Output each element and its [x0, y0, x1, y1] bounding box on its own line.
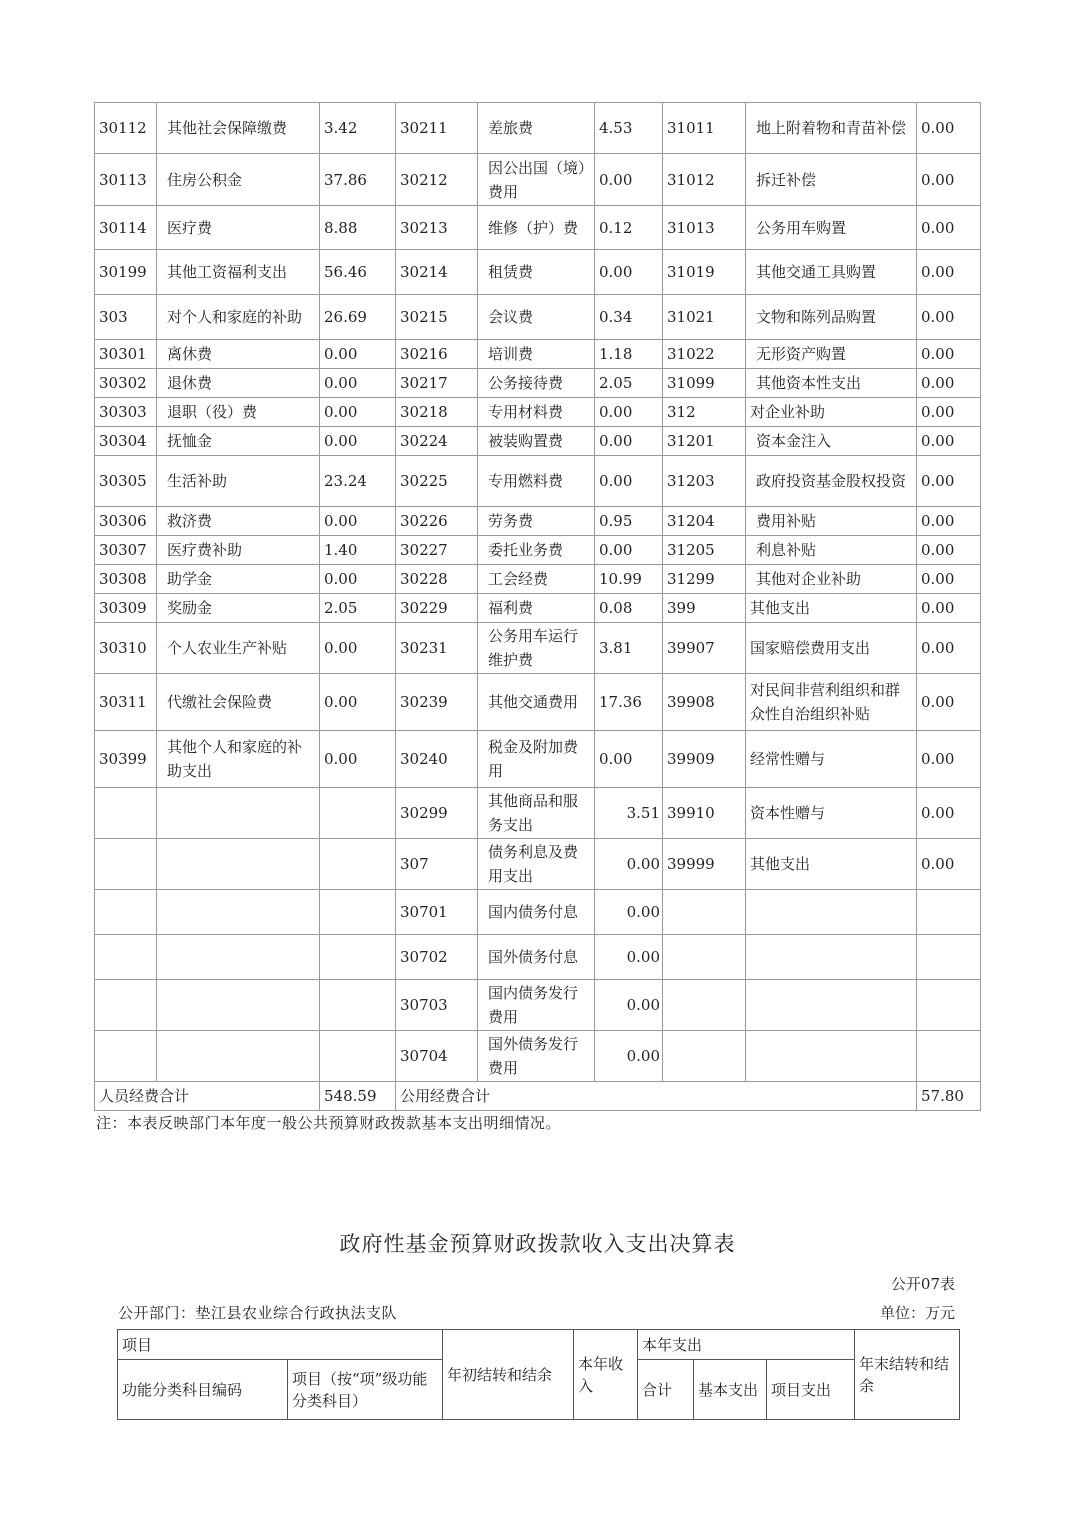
code-cell	[663, 980, 746, 1031]
value-cell: 0.00	[595, 398, 663, 427]
name-cell: 奖励金	[157, 594, 320, 623]
name-cell: 委托业务费	[478, 536, 595, 565]
code-cell: 30301	[95, 340, 157, 369]
value-cell: 23.24	[320, 456, 396, 507]
table-row	[95, 731, 981, 788]
code-cell: 307	[396, 839, 478, 890]
value-cell	[320, 890, 396, 935]
name-cell	[157, 1031, 320, 1082]
name-cell	[157, 980, 320, 1031]
code-cell: 39908	[663, 674, 746, 731]
code-cell: 30217	[396, 369, 478, 398]
table-row	[95, 980, 981, 1031]
code-cell: 30225	[396, 456, 478, 507]
name-cell: 公务用车运行维护费	[478, 623, 595, 674]
value-cell	[320, 935, 396, 980]
name-cell: 税金及附加费用	[478, 731, 595, 788]
name-cell: 助学金	[157, 565, 320, 594]
table-row	[95, 788, 981, 839]
table-number: 公开07表	[890, 1275, 955, 1293]
table-row	[95, 935, 981, 980]
value-cell: 1.18	[595, 340, 663, 369]
value-cell	[320, 980, 396, 1031]
code-cell: 30226	[396, 507, 478, 536]
section-title: 政府性基金预算财政拨款收入支出决算表	[339, 1232, 736, 1256]
header-name: 项目（按“项”级功能分类科目）	[288, 1360, 443, 1420]
value-cell: 0.12	[595, 206, 663, 250]
value-cell: 0.00	[595, 250, 663, 295]
value-cell: 0.00	[917, 623, 981, 674]
code-cell: 31011	[663, 103, 746, 154]
code-cell: 31204	[663, 507, 746, 536]
total-personnel-label: 人员经费合计	[95, 1082, 320, 1111]
value-cell: 0.00	[917, 594, 981, 623]
name-cell: 其他个人和家庭的补助支出	[157, 731, 320, 788]
value-cell: 2.05	[595, 369, 663, 398]
name-cell: 公务用车购置	[746, 206, 917, 250]
code-cell	[663, 1031, 746, 1082]
value-cell: 0.00	[917, 536, 981, 565]
code-cell	[95, 980, 157, 1031]
name-cell: 利息补贴	[746, 536, 917, 565]
value-cell: 8.88	[320, 206, 396, 250]
code-cell: 31022	[663, 340, 746, 369]
header-begin-balance: 年初结转和结余	[443, 1330, 574, 1420]
name-cell: 文物和陈列品购置	[746, 295, 917, 340]
code-cell	[95, 839, 157, 890]
value-cell: 0.00	[917, 456, 981, 507]
code-cell: 30228	[396, 565, 478, 594]
code-cell: 31203	[663, 456, 746, 507]
code-cell: 30306	[95, 507, 157, 536]
value-cell	[320, 1031, 396, 1082]
table-row	[95, 536, 981, 565]
value-cell	[320, 839, 396, 890]
code-cell: 30303	[95, 398, 157, 427]
value-cell: 0.00	[320, 623, 396, 674]
header-code: 功能分类科目编码	[118, 1360, 288, 1420]
table-row	[95, 154, 981, 206]
value-cell	[917, 1031, 981, 1082]
value-cell: 0.00	[917, 103, 981, 154]
table-row	[95, 565, 981, 594]
name-cell: 福利费	[478, 594, 595, 623]
code-cell: 30311	[95, 674, 157, 731]
name-cell: 其他交通工具购置	[746, 250, 917, 295]
total-public-label: 公用经费合计	[396, 1082, 917, 1111]
unit-label: 单位：万元	[879, 1304, 955, 1322]
code-cell: 30114	[95, 206, 157, 250]
name-cell: 拆迁补偿	[746, 154, 917, 206]
code-cell: 39907	[663, 623, 746, 674]
name-cell: 生活补助	[157, 456, 320, 507]
value-cell: 0.00	[917, 731, 981, 788]
name-cell	[157, 839, 320, 890]
value-cell: 17.36	[595, 674, 663, 731]
name-cell	[157, 935, 320, 980]
name-cell: 费用补贴	[746, 507, 917, 536]
table-row	[95, 456, 981, 507]
code-cell: 30305	[95, 456, 157, 507]
name-cell: 对民间非营利组织和群众性自治组织补贴	[746, 674, 917, 731]
header-expense: 本年支出	[638, 1330, 855, 1360]
name-cell: 经常性赠与	[746, 731, 917, 788]
code-cell: 312	[663, 398, 746, 427]
code-cell: 30229	[396, 594, 478, 623]
name-cell: 因公出国（境）费用	[478, 154, 595, 206]
value-cell: 2.05	[320, 594, 396, 623]
name-cell: 其他支出	[746, 839, 917, 890]
value-cell: 0.00	[917, 674, 981, 731]
value-cell: 0.00	[320, 398, 396, 427]
table-row	[95, 369, 981, 398]
code-cell: 31019	[663, 250, 746, 295]
value-cell: 3.81	[595, 623, 663, 674]
value-cell: 0.00	[917, 369, 981, 398]
name-cell	[157, 788, 320, 839]
code-cell: 30227	[396, 536, 478, 565]
code-cell: 30304	[95, 427, 157, 456]
value-cell: 0.00	[320, 565, 396, 594]
header-item: 项目	[118, 1330, 443, 1360]
table-note: 注：本表反映部门本年度一般公共预算财政拨款基本支出明细情况。	[96, 1114, 562, 1132]
name-cell: 对企业补助	[746, 398, 917, 427]
value-cell: 0.00	[595, 1031, 663, 1082]
name-cell: 救济费	[157, 507, 320, 536]
name-cell: 其他社会保障缴费	[157, 103, 320, 154]
code-cell	[95, 1031, 157, 1082]
value-cell: 0.00	[595, 839, 663, 890]
value-cell: 4.53	[595, 103, 663, 154]
value-cell: 0.00	[917, 507, 981, 536]
value-cell: 1.40	[320, 536, 396, 565]
code-cell	[95, 788, 157, 839]
table-row	[95, 103, 981, 154]
name-cell	[746, 890, 917, 935]
totals-row	[95, 1082, 981, 1111]
code-cell: 30299	[396, 788, 478, 839]
code-cell: 30702	[396, 935, 478, 980]
name-cell: 其他交通费用	[478, 674, 595, 731]
code-cell: 30224	[396, 427, 478, 456]
name-cell: 其他支出	[746, 594, 917, 623]
value-cell: 0.08	[595, 594, 663, 623]
code-cell: 303	[95, 295, 157, 340]
code-cell: 30112	[95, 103, 157, 154]
code-cell	[95, 935, 157, 980]
code-cell: 30113	[95, 154, 157, 206]
code-cell: 30307	[95, 536, 157, 565]
name-cell: 政府投资基金股权投资	[746, 456, 917, 507]
value-cell: 10.99	[595, 565, 663, 594]
value-cell: 0.00	[595, 536, 663, 565]
code-cell: 30302	[95, 369, 157, 398]
basic-expenditure-detail-table	[94, 102, 981, 1111]
table-row	[95, 623, 981, 674]
value-cell: 0.00	[595, 980, 663, 1031]
name-cell	[746, 1031, 917, 1082]
name-cell: 其他商品和服务支出	[478, 788, 595, 839]
value-cell: 0.00	[917, 427, 981, 456]
value-cell: 3.51	[595, 788, 663, 839]
value-cell: 0.00	[595, 890, 663, 935]
value-cell: 26.69	[320, 295, 396, 340]
code-cell: 30215	[396, 295, 478, 340]
header-income: 本年收入	[574, 1330, 638, 1420]
table-row	[95, 250, 981, 295]
code-cell: 30231	[396, 623, 478, 674]
code-cell: 31012	[663, 154, 746, 206]
name-cell: 工会经费	[478, 565, 595, 594]
code-cell: 31021	[663, 295, 746, 340]
value-cell: 0.00	[917, 788, 981, 839]
code-cell: 30310	[95, 623, 157, 674]
code-cell: 31299	[663, 565, 746, 594]
name-cell: 国内债务付息	[478, 890, 595, 935]
value-cell	[917, 980, 981, 1031]
code-cell: 39999	[663, 839, 746, 890]
value-cell: 3.42	[320, 103, 396, 154]
value-cell: 56.46	[320, 250, 396, 295]
value-cell: 0.00	[917, 154, 981, 206]
table-row	[95, 295, 981, 340]
code-cell: 39909	[663, 731, 746, 788]
name-cell: 差旅费	[478, 103, 595, 154]
code-cell: 399	[663, 594, 746, 623]
name-cell: 国家赔偿费用支出	[746, 623, 917, 674]
table-row	[95, 398, 981, 427]
name-cell: 其他资本性支出	[746, 369, 917, 398]
value-cell: 0.00	[320, 340, 396, 369]
name-cell: 劳务费	[478, 507, 595, 536]
name-cell: 专用燃料费	[478, 456, 595, 507]
table-row	[95, 674, 981, 731]
code-cell: 30214	[396, 250, 478, 295]
value-cell	[917, 890, 981, 935]
name-cell: 资本性赠与	[746, 788, 917, 839]
name-cell: 其他工资福利支出	[157, 250, 320, 295]
code-cell: 30399	[95, 731, 157, 788]
code-cell	[663, 890, 746, 935]
name-cell: 对个人和家庭的补助	[157, 295, 320, 340]
value-cell: 0.34	[595, 295, 663, 340]
total-public-value: 57.80	[917, 1082, 981, 1111]
value-cell: 0.00	[917, 206, 981, 250]
table-row	[95, 427, 981, 456]
name-cell: 退休费	[157, 369, 320, 398]
name-cell: 国内债务发行费用	[478, 980, 595, 1031]
table-row	[95, 340, 981, 369]
value-cell: 0.00	[917, 250, 981, 295]
header-project: 项目支出	[767, 1360, 855, 1420]
value-cell: 37.86	[320, 154, 396, 206]
department-label: 公开部门：垫江县农业综合行政执法支队	[118, 1304, 398, 1322]
table-row	[95, 206, 981, 250]
code-cell: 31201	[663, 427, 746, 456]
table-row	[95, 1031, 981, 1082]
value-cell: 0.00	[917, 398, 981, 427]
name-cell: 个人农业生产补贴	[157, 623, 320, 674]
name-cell: 国外债务付息	[478, 935, 595, 980]
name-cell: 被装购置费	[478, 427, 595, 456]
value-cell: 0.00	[917, 839, 981, 890]
name-cell: 代缴社会保险费	[157, 674, 320, 731]
name-cell: 其他对企业补助	[746, 565, 917, 594]
name-cell: 医疗费	[157, 206, 320, 250]
code-cell: 30211	[396, 103, 478, 154]
name-cell: 债务利息及费用支出	[478, 839, 595, 890]
header-total: 合计	[638, 1360, 694, 1420]
value-cell: 0.95	[595, 507, 663, 536]
value-cell: 0.00	[595, 456, 663, 507]
value-cell: 0.00	[595, 154, 663, 206]
code-cell: 30239	[396, 674, 478, 731]
code-cell: 39910	[663, 788, 746, 839]
name-cell: 无形资产购置	[746, 340, 917, 369]
value-cell: 0.00	[595, 427, 663, 456]
value-cell	[917, 935, 981, 980]
value-cell: 0.00	[595, 935, 663, 980]
code-cell: 31099	[663, 369, 746, 398]
code-cell	[663, 935, 746, 980]
code-cell: 30308	[95, 565, 157, 594]
code-cell: 30199	[95, 250, 157, 295]
code-cell: 30701	[396, 890, 478, 935]
value-cell: 0.00	[320, 674, 396, 731]
value-cell: 0.00	[917, 340, 981, 369]
code-cell: 30216	[396, 340, 478, 369]
value-cell: 0.00	[320, 507, 396, 536]
code-cell: 30240	[396, 731, 478, 788]
code-cell	[95, 890, 157, 935]
name-cell: 离休费	[157, 340, 320, 369]
code-cell: 30213	[396, 206, 478, 250]
table-row	[95, 507, 981, 536]
name-cell: 维修（护）费	[478, 206, 595, 250]
code-cell: 31013	[663, 206, 746, 250]
code-cell: 30703	[396, 980, 478, 1031]
total-personnel-value: 548.59	[320, 1082, 396, 1111]
header-basic: 基本支出	[694, 1360, 767, 1420]
code-cell: 30218	[396, 398, 478, 427]
name-cell: 退职（役）费	[157, 398, 320, 427]
code-cell: 30212	[396, 154, 478, 206]
fund-budget-table	[117, 1329, 960, 1420]
name-cell: 资本金注入	[746, 427, 917, 456]
value-cell: 0.00	[595, 731, 663, 788]
header-end-balance: 年末结转和结余	[855, 1330, 960, 1420]
value-cell: 0.00	[320, 369, 396, 398]
name-cell: 住房公积金	[157, 154, 320, 206]
name-cell	[157, 890, 320, 935]
name-cell: 公务接待费	[478, 369, 595, 398]
value-cell	[320, 788, 396, 839]
code-cell: 30309	[95, 594, 157, 623]
name-cell: 抚恤金	[157, 427, 320, 456]
value-cell: 0.00	[320, 731, 396, 788]
name-cell	[746, 980, 917, 1031]
value-cell: 0.00	[320, 427, 396, 456]
name-cell: 培训费	[478, 340, 595, 369]
name-cell: 国外债务发行费用	[478, 1031, 595, 1082]
value-cell: 0.00	[917, 565, 981, 594]
table-row	[95, 890, 981, 935]
code-cell: 31205	[663, 536, 746, 565]
name-cell: 专用材料费	[478, 398, 595, 427]
name-cell: 医疗费补助	[157, 536, 320, 565]
name-cell: 地上附着物和青苗补偿	[746, 103, 917, 154]
name-cell	[746, 935, 917, 980]
value-cell: 0.00	[917, 295, 981, 340]
table-row	[95, 594, 981, 623]
name-cell: 租赁费	[478, 250, 595, 295]
table-row	[95, 839, 981, 890]
name-cell: 会议费	[478, 295, 595, 340]
code-cell: 30704	[396, 1031, 478, 1082]
